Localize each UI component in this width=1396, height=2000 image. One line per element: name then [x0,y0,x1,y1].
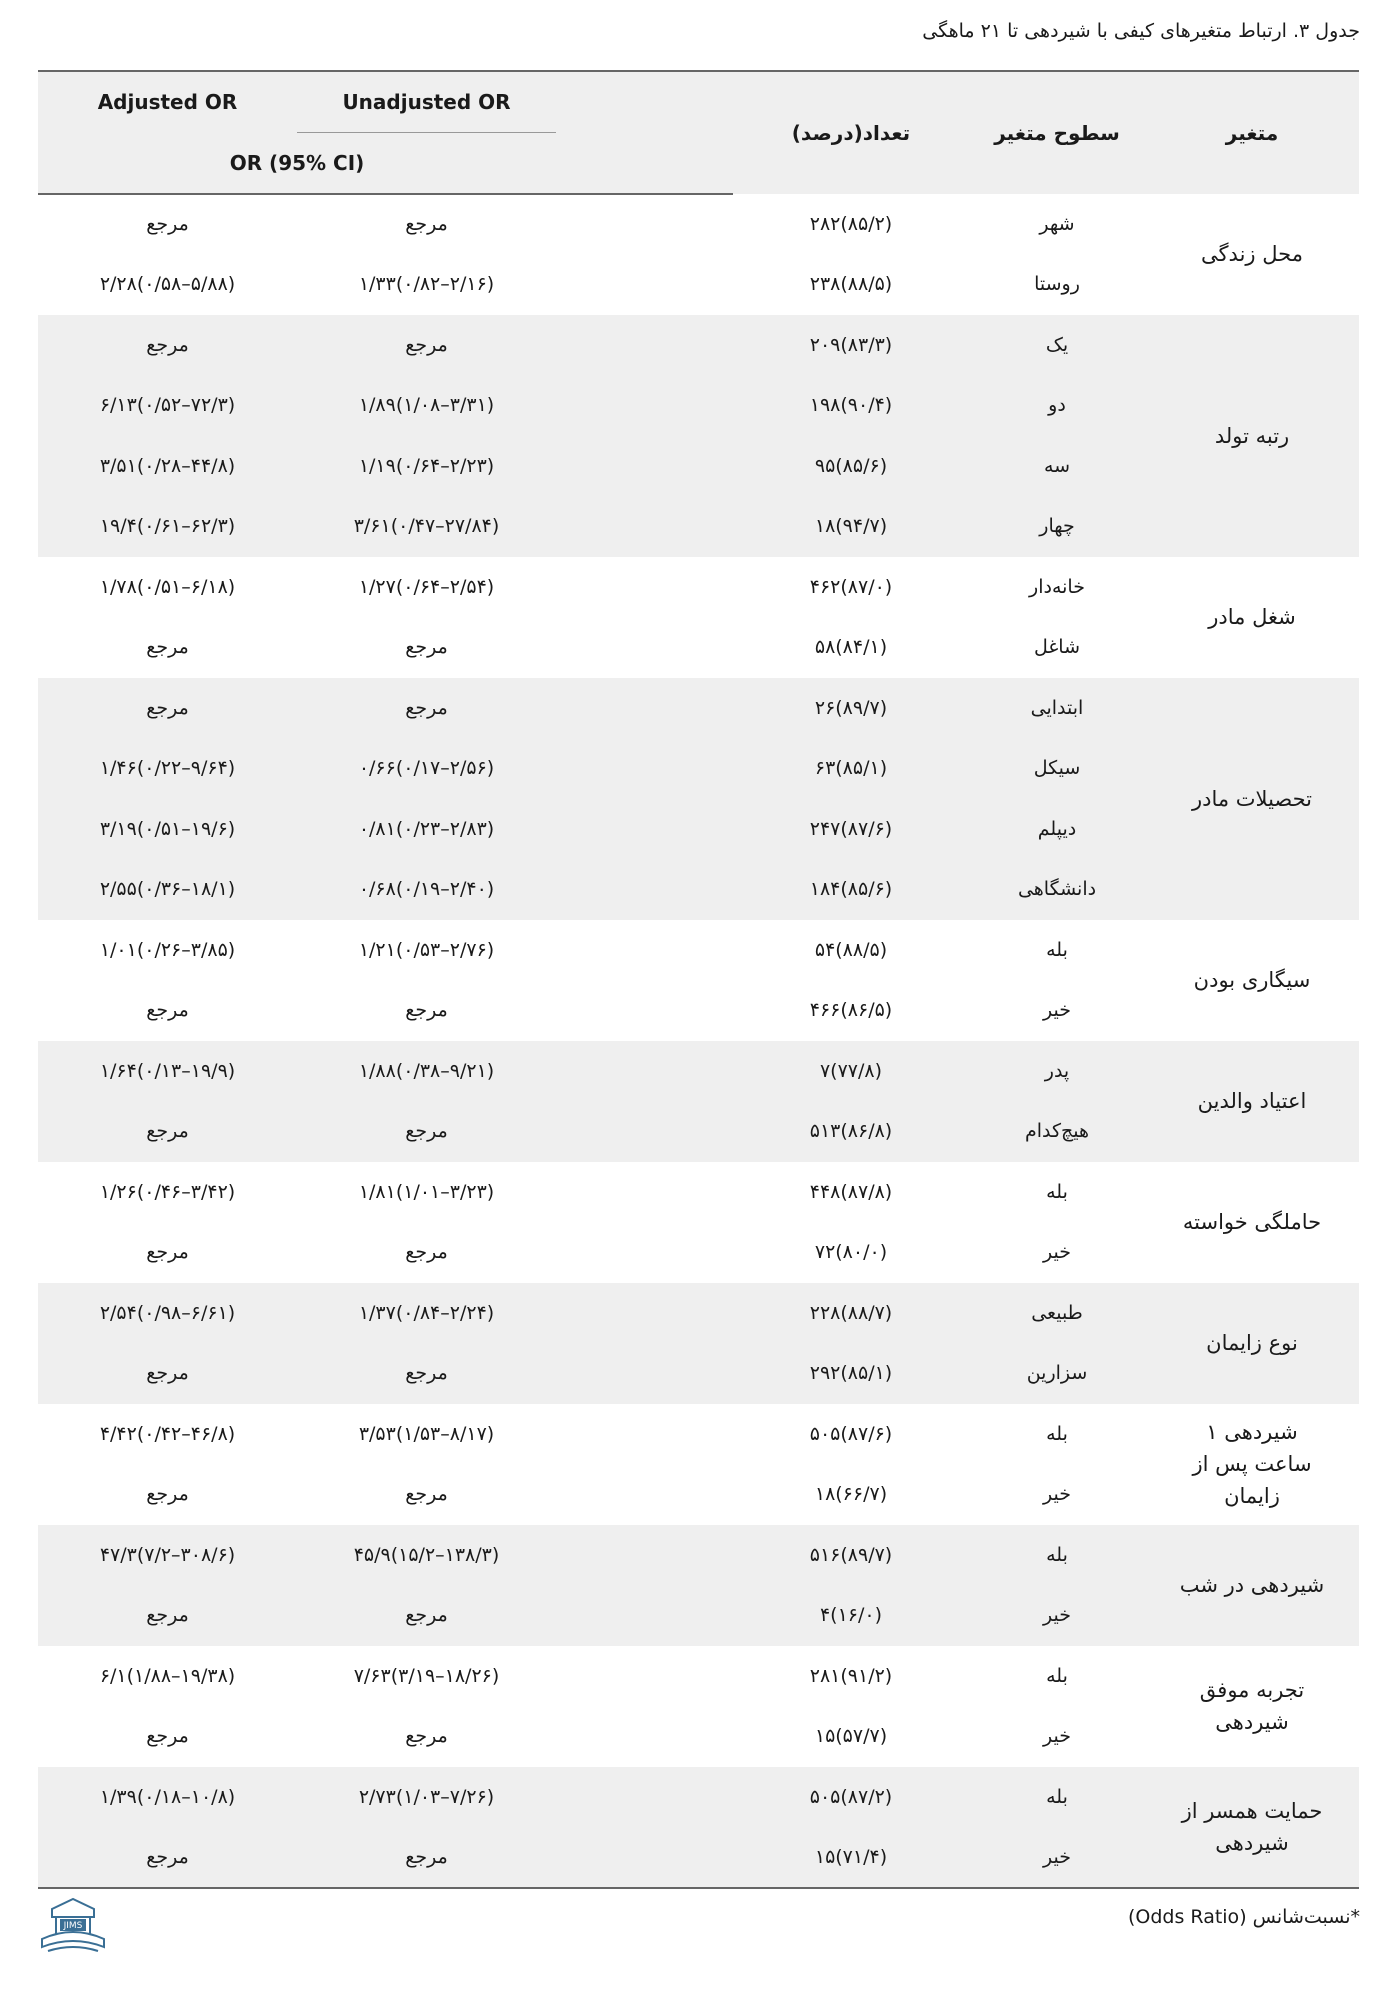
level-cell: خیر [969,1827,1145,1888]
level-cell: یک [969,315,1145,376]
count-cell: ۱۸۴(۸۵/۶) [733,859,969,920]
count-cell: ۲۶(۸۹/۷) [733,678,969,739]
level-cell: سه [969,436,1145,497]
count-cell: ۲۴۷(۸۷/۶) [733,799,969,860]
level-cell: بله [969,1767,1145,1828]
table-row [38,1525,1359,1586]
count-cell: ۴۶۲(۸۷/۰) [809,575,893,598]
unadjusted-or-cell: مرجع [297,315,556,376]
count-cell: ۶۳(۸۵/۱) [733,738,969,799]
level-cell: بله [1046,1664,1068,1687]
journal-logo [38,1895,108,1957]
adjusted-or-cell: ۲/۵۵(۰/۳۶–۱۸/۱) [38,859,297,920]
unadjusted-or-cell: ۰/۶۸(۰/۱۹–۲/۴۰) [297,859,556,920]
count-cell: ۵۴(۸۸/۵) [814,938,888,961]
count-cell: ۹۵(۸۵/۶) [733,436,969,497]
count-cell: ۱۵(۷۱/۴) [733,1827,969,1888]
adjusted-or-cell: ۳/۱۹(۰/۵۱–۱۹/۶) [38,799,297,860]
adjusted-or-cell: ۲/۲۸(۰/۵۸–۵/۸۸) [99,273,236,296]
adjusted-or-cell: مرجع [146,999,189,1022]
adjusted-or-cell: مرجع [146,213,189,236]
count-cell: ۵۰۵(۸۷/۲) [733,1767,969,1828]
table-body [38,194,1359,1888]
unadjusted-or-cell: مرجع [297,1343,556,1404]
level-cell: شاغل [1033,636,1081,659]
unadjusted-or-cell: ۱/۲۱(۰/۵۳–۲/۷۶) [358,938,495,961]
unadjusted-or-cell: ۱/۸۹(۱/۰۸–۳/۳۱) [297,375,556,436]
level-cell: سیکل [969,738,1145,799]
level-cell: ابتدایی [969,678,1145,739]
level-cell: خیر [1043,1241,1071,1264]
adjusted-or-cell: ۲/۵۴(۰/۹۸–۶/۶۱) [38,1283,297,1344]
table-row [38,920,1359,981]
level-cell: سزارین [969,1343,1145,1404]
table-row [38,557,1359,618]
count-cell: ۴۴۸(۸۷/۸) [809,1180,893,1203]
level-cell: خانه‌دار [1029,575,1085,598]
table-row [38,1767,1359,1828]
adjusted-or-cell: مرجع [38,678,297,739]
count-cell: ۷۲(۸۰/۰) [814,1241,888,1264]
unadjusted-or-cell: ۱/۸۸(۰/۳۸–۹/۲۱) [297,1041,556,1102]
table-row [38,1404,1359,1465]
count-cell: ۲۳۸(۸۸/۵) [809,273,893,296]
unadjusted-or-cell: مرجع [405,1241,448,1264]
adjusted-or-cell: ۱/۳۹(۰/۱۸–۱۰/۸) [38,1767,297,1828]
unadjusted-or-cell: ۳/۶۱(۰/۴۷–۲۷/۸۴) [297,496,556,557]
header-adjusted: Adjusted OR [38,71,297,132]
adjusted-or-cell: ۴۷/۳(۷/۲–۳۰۸/۶) [38,1525,297,1586]
adjusted-or-cell: ۶/۱(۱/۸۸–۱۹/۳۸) [99,1664,236,1687]
logo-text: JIMS [63,1921,83,1931]
count-cell: ۱۵(۵۷/۷) [814,1725,888,1748]
table-row [38,1162,1359,1223]
count-cell: ۱۹۸(۹۰/۴) [733,375,969,436]
header-levels: سطوح متغیر [969,71,1145,194]
count-cell: ۷(۷۷/۸) [733,1041,969,1102]
variable-cell: تحصیلات مادر [1145,678,1359,920]
count-cell: ۵۱۳(۸۶/۸) [733,1101,969,1162]
level-cell: دانشگاهی [969,859,1145,920]
adjusted-or-cell: ۱/۲۶(۰/۴۶–۳/۴۲) [99,1180,236,1203]
adjusted-or-cell: مرجع [146,1241,189,1264]
unadjusted-or-cell: ۴۵/۹(۱۵/۲–۱۳۸/۳) [297,1525,556,1586]
adjusted-or-cell: ۱/۴۶(۰/۲۲–۹/۶۴) [38,738,297,799]
unadjusted-or-cell: مرجع [297,1827,556,1888]
footnote: *نسبت‌شانس (Odds Ratio) [1127,1906,1360,1928]
count-cell: ۵۱۶(۸۹/۷) [733,1525,969,1586]
adjusted-or-cell: ۳/۵۱(۰/۲۸–۴۴/۸) [38,436,297,497]
unadjusted-or-cell: مرجع [405,636,448,659]
header-count: تعداد(درصد) [733,71,969,194]
variable-cell: شغل مادر [1208,605,1296,629]
level-cell: خیر [969,1585,1145,1646]
count-cell: ۱۸(۶۶/۷) [814,1483,888,1506]
adjusted-or-cell: مرجع [146,636,189,659]
adjusted-or-cell: مرجع [146,1483,189,1506]
adjusted-or-cell: ۴/۴۲(۰/۴۲–۴۶/۸) [99,1422,236,1445]
variable-cell: تجربه موفق شیردهی [1199,1678,1305,1734]
count-cell: ۲۸۲(۸۵/۲) [809,212,893,235]
header-unadjusted: Unadjusted OR [297,71,556,132]
unadjusted-or-cell: ۱/۳۳(۰/۸۲–۲/۱۶) [358,273,495,296]
header-or-ci: OR (95% CI) [38,132,556,194]
level-cell: روستا [1034,273,1080,296]
level-cell: طبیعی [969,1283,1145,1344]
adjusted-or-cell: مرجع [38,1585,297,1646]
variable-cell: محل زندگی [1201,242,1303,266]
table-row [38,1283,1359,1344]
table-row [38,1041,1359,1102]
variable-cell: حاملگی خواسته [1182,1210,1322,1234]
table-row [38,678,1359,739]
unadjusted-or-cell: ۳/۵۳(۱/۵۳–۸/۱۷) [358,1422,495,1445]
adjusted-or-cell: ۱/۷۸(۰/۵۱–۶/۱۸) [99,575,236,598]
variable-cell: شیردهی ۱ ساعت پس از زایمان [1192,1420,1312,1508]
level-cell: بله [1046,1422,1068,1445]
count-cell: ۲۹۲(۸۵/۱) [733,1343,969,1404]
level-cell: خیر [1043,1483,1071,1506]
adjusted-or-cell: ۱/۶۴(۰/۱۳–۱۹/۹) [38,1041,297,1102]
unadjusted-or-cell: ۲/۷۳(۱/۰۳–۷/۲۶) [297,1767,556,1828]
results-table [38,70,1359,1889]
variable-cell: شیردهی در شب [1145,1525,1359,1646]
table-row [38,1646,1359,1707]
count-cell: ۱۸(۹۴/۷) [733,496,969,557]
level-cell: دیپلم [969,799,1145,860]
variable-cell: سیگاری بودن [1193,968,1311,992]
adjusted-or-cell: مرجع [146,1725,189,1748]
unadjusted-or-cell: مرجع [405,213,448,236]
variable-cell: اعتیاد والدین [1145,1041,1359,1162]
level-cell: هیچ‌کدام [969,1101,1145,1162]
level-cell: بله [1046,938,1068,961]
adjusted-or-cell: مرجع [38,1827,297,1888]
table-row [38,315,1359,376]
unadjusted-or-cell: ۱/۲۷(۰/۶۴–۲/۵۴) [358,575,495,598]
count-cell: ۲۸۱(۹۱/۲) [809,1664,893,1687]
adjusted-or-cell: مرجع [38,1343,297,1404]
level-cell: بله [969,1525,1145,1586]
adjusted-or-cell: مرجع [38,315,297,376]
variable-cell: حمایت همسر از شیردهی [1145,1767,1359,1888]
level-cell: پدر [969,1041,1145,1102]
count-cell: ۲۰۹(۸۳/۳) [733,315,969,376]
adjusted-or-cell: ۱/۰۱(۰/۲۶–۳/۸۵) [99,938,236,961]
adjusted-or-cell: ۶/۱۳(۰/۵۲–۷۲/۳) [38,375,297,436]
adjusted-or-cell: مرجع [38,1101,297,1162]
variable-cell: رتبه تولد [1145,315,1359,557]
level-cell: خیر [1043,999,1071,1022]
level-cell: بله [1046,1180,1068,1203]
level-cell: خیر [1043,1725,1071,1748]
count-cell: ۲۲۸(۸۸/۷) [733,1283,969,1344]
unadjusted-or-cell: مرجع [405,1725,448,1748]
adjusted-or-cell: ۱۹/۴(۰/۶۱–۶۲/۳) [38,496,297,557]
unadjusted-or-cell: ۰/۶۶(۰/۱۷–۲/۵۶) [297,738,556,799]
level-cell: شهر [1039,212,1075,235]
unadjusted-or-cell: مرجع [297,1585,556,1646]
unadjusted-or-cell: مرجع [297,678,556,739]
unadjusted-or-cell: ۱/۸۱(۱/۰۱–۳/۲۳) [358,1180,495,1203]
variable-cell: نوع زایمان [1145,1283,1359,1404]
count-cell: ۵۸(۸۴/۱) [814,636,888,659]
header-variable: متغیر [1145,71,1359,194]
unadjusted-or-cell: ۱/۳۷(۰/۸۴–۲/۲۴) [297,1283,556,1344]
unadjusted-or-cell: مرجع [297,1101,556,1162]
count-cell: ۵۰۵(۸۷/۶) [809,1422,893,1445]
table-row [38,194,1359,255]
unadjusted-or-cell: ۱/۱۹(۰/۶۴–۲/۲۳) [297,436,556,497]
count-cell: ۴(۱۶/۰) [733,1585,969,1646]
unadjusted-or-cell: ۷/۶۳(۳/۱۹–۱۸/۲۶) [353,1664,500,1687]
unadjusted-or-cell: مرجع [405,1483,448,1506]
unadjusted-or-cell: مرجع [405,999,448,1022]
count-cell: ۴۶۶(۸۶/۵) [809,999,893,1022]
unadjusted-or-cell: ۰/۸۱(۰/۲۳–۲/۸۳) [297,799,556,860]
level-cell: دو [969,375,1145,436]
level-cell: چهار [969,496,1145,557]
table-caption: جدول ۳. ارتباط متغیرهای کیفی با شیردهی تا ۲۱ ماهگی [922,20,1360,42]
